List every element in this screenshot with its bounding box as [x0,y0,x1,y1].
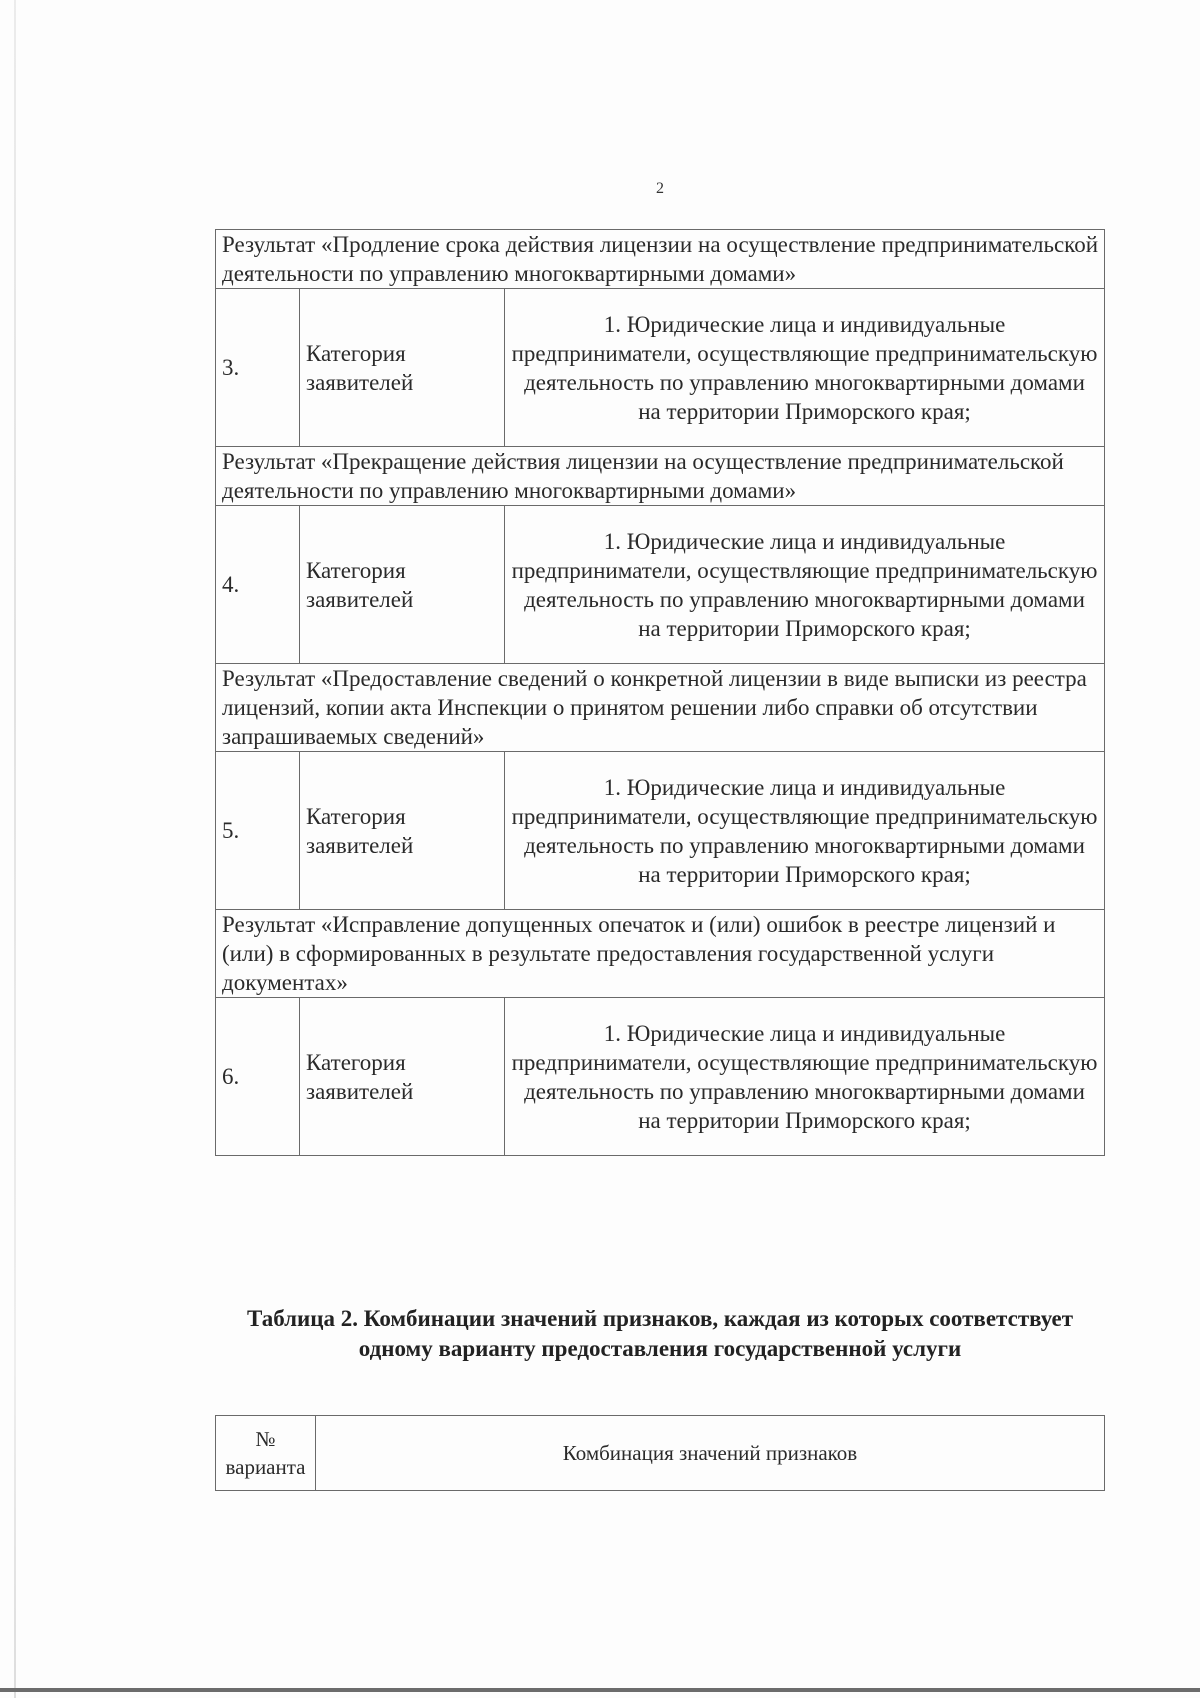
category-description: 1. Юридические лица и индивидуальные предприниматели, осуществляющие предпринимательскую деятельность по управлению многоквартирными домами на территории Приморского края; [505,998,1105,1156]
result-cell [216,910,1105,998]
result-text: Результат «Прекращение действия лицензии на осуществление предпринимательской деятельности по управлению многоквартирными домами» [222,449,1064,503]
table2-caption: Таблица 2. Комбинации значений признаков, каждая из которых соответствует одному варианту предоставления государственной услуги [246,1306,1074,1361]
category-row [216,506,1105,664]
category-row [216,998,1105,1156]
result-text: Результат «Предоставление сведений о конкретной лицензии в виде выписки из реестра лицензий, копии акта Инспекции о принятом решении либо справки об отсутствии запрашиваемых сведений» [222,666,1087,749]
category-label: Категория заявителей [300,506,505,664]
category-label: Категория заявителей [300,998,505,1156]
variant-number-header: № варианта [216,1416,316,1491]
result-row [216,910,1105,998]
row-number: 5. [216,752,300,910]
result-text: Результат «Продление срока действия лицензии на осуществление предпринимательской деятельности по управлению многоквартирными домами» [222,232,1098,286]
row-number: 3. [216,289,300,447]
scan-edge-bottom [0,1688,1200,1692]
result-cell [216,447,1105,506]
page-number: 2 [656,180,664,197]
category-description: 1. Юридические лица и индивидуальные предприниматели, осуществляющие предпринимательскую деятельность по управлению многоквартирными домами на территории Приморского края; [505,506,1105,664]
results-table [215,229,1105,1156]
category-label: Категория заявителей [300,289,505,447]
table2-header-row [216,1416,1105,1491]
result-cell [216,230,1105,289]
result-row [216,447,1105,506]
row-number: 6. [216,998,300,1156]
category-row [216,752,1105,910]
category-description: 1. Юридические лица и индивидуальные предприниматели, осуществляющие предпринимательскую деятельность по управлению многоквартирными домами на территории Приморского края; [505,752,1105,910]
result-text: Результат «Исправление допущенных опечаток и (или) ошибок в реестре лицензий и (или) в сформированных в результате предоставления государственной услуги документах» [222,912,1056,995]
category-label: Категория заявителей [300,752,505,910]
result-row [216,230,1105,289]
category-row [216,289,1105,447]
combinations-table [215,1415,1105,1491]
category-description: 1. Юридические лица и индивидуальные предприниматели, осуществляющие предпринимательскую деятельность по управлению многоквартирными домами на территории Приморского края; [505,289,1105,447]
scan-edge-left [14,0,16,1698]
combination-header: Комбинация значений признаков [316,1416,1105,1491]
result-cell [216,664,1105,752]
row-number: 4. [216,506,300,664]
result-row [216,664,1105,752]
